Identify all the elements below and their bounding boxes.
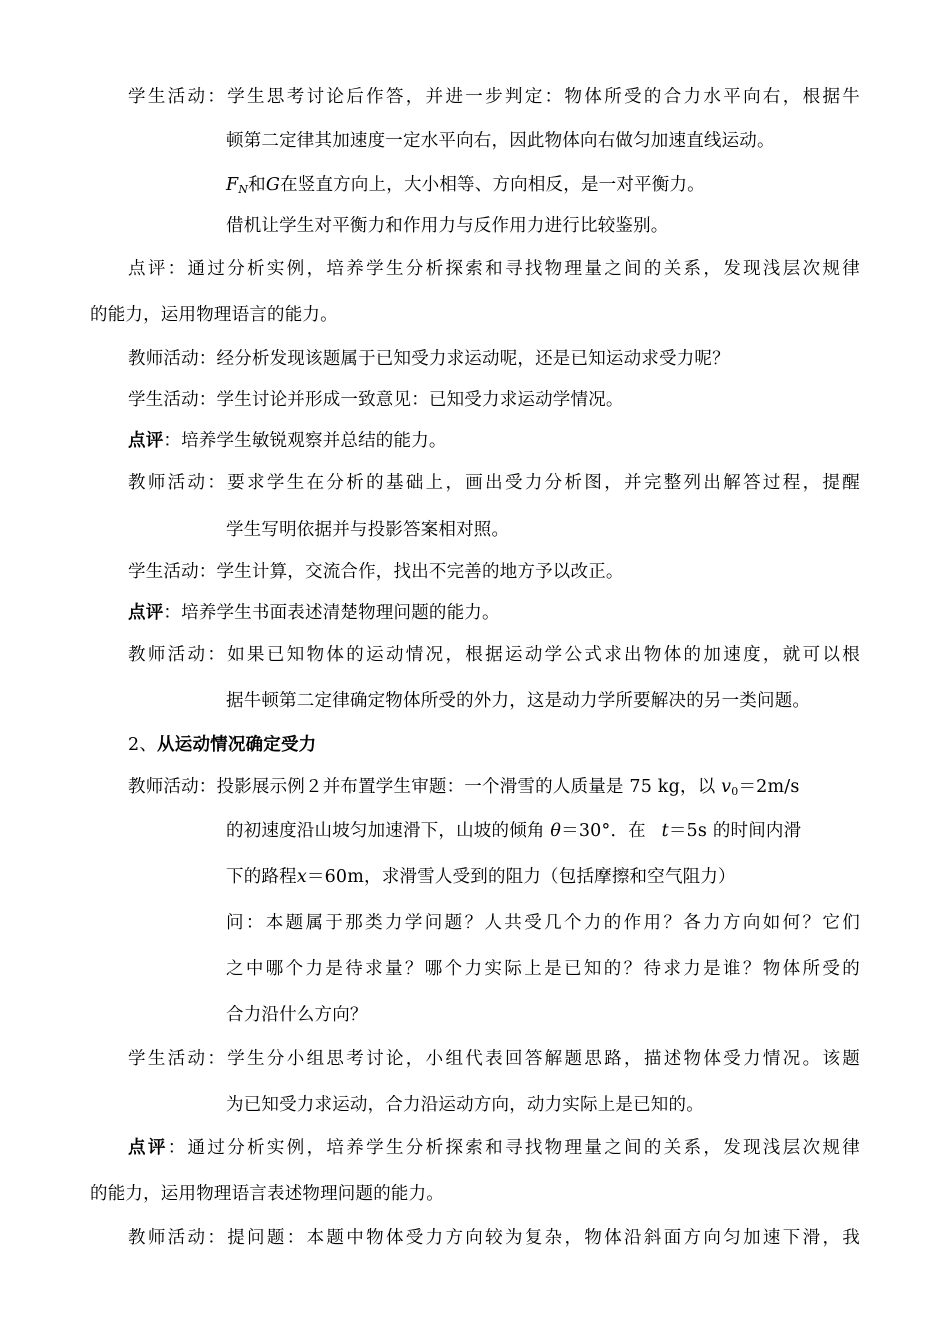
section-title: 从运动情况确定受力 — [157, 735, 317, 755]
paragraph-line — [128, 600, 500, 626]
section-number: 2、 — [128, 735, 158, 755]
paragraph-line: 学生活动：学生思考讨论后作答，并进一步判定：物体所受的合力水平向右，根据牛 — [128, 87, 860, 107]
text-run: ：培养学生敏锐观察并总结的能力。 — [163, 431, 447, 451]
symbol-G: G — [265, 175, 281, 195]
text-run: ：通过分析实例，培养学生分析探索和寻找物理量之间的关系，发现浅层次规律 — [167, 1138, 860, 1158]
text-run: 的初速度沿山坡匀加速滑下，山坡的倾角 — [226, 821, 545, 841]
symbol-F: F — [226, 175, 239, 195]
symbol-t: t — [661, 821, 669, 841]
text-run: 教师活动：投影展示例２并布置学生审题：一个滑雪的人质量是 75 kg，以 — [128, 777, 716, 797]
paragraph-line: 教师活动：提问题：本题中物体受力方向较为复杂，物体沿斜面方向匀加速下滑，我 — [128, 1228, 860, 1248]
paragraph-line: 合力沿什么方向？ — [226, 1005, 368, 1025]
subscript-N: N — [238, 183, 249, 196]
paragraph-line: 教师活动：要求学生在分析的基础上，画出受力分析图，并完整列出解答过程，提醒 — [128, 473, 860, 493]
paragraph-line — [226, 864, 736, 890]
symbol-theta: θ — [550, 821, 562, 841]
text-run: ＝60m，求滑雪人受到的阻力（包括摩擦和空气阻力） — [306, 867, 736, 887]
symbol-x: x — [296, 867, 307, 887]
paragraph-line: 学生活动：学生分小组思考讨论，小组代表回答解题思路，描述物体受力情况。该题 — [128, 1049, 860, 1069]
text-run: ＝2m/s — [738, 777, 800, 797]
paragraph-line — [226, 818, 801, 844]
section-heading — [128, 732, 316, 758]
paragraph-line — [128, 428, 447, 454]
paragraph-line: 顿第二定律其加速度一定水平向右，因此物体向右做匀加速直线运动。 — [226, 131, 775, 151]
paragraph-line: 的能力，运用物理语言的能力。 — [90, 305, 338, 325]
comment-label: 点评 — [128, 431, 164, 451]
paragraph-line: 教师活动：经分析发现该题属于已知受力求运动呢，还是已知运动求受力呢？ — [128, 349, 730, 369]
text-run: 下的路程 — [226, 867, 297, 887]
text-run: ＝30°．在 — [561, 821, 646, 841]
paragraph-line: 问：本题属于那类力学问题？人共受几个力的作用？各力方向如何？它们 — [226, 913, 860, 933]
paragraph-line: 学生写明依据并与投影答案相对照。 — [226, 520, 510, 540]
paragraph-line: 点评：通过分析实例，培养学生分析探索和寻找物理量之间的关系，发现浅层次规律 — [128, 259, 860, 279]
subscript-0: 0 — [731, 785, 739, 798]
paragraph-line: 为已知受力求运动，合力沿运动方向，动力实际上是已知的。 — [226, 1095, 704, 1115]
text-run: ：培养学生书面表述清楚物理问题的能力。 — [163, 603, 500, 623]
paragraph-line: 学生活动：学生计算，交流合作，找出不完善的地方予以改正。 — [128, 562, 624, 582]
text-run: 在竖直方向上，大小相等、方向相反，是一对平衡力。 — [280, 175, 705, 195]
paragraph-line: 据牛顿第二定律确定物体所受的外力，这是动力学所要解决的另一类问题。 — [226, 691, 811, 711]
comment-label: 点评 — [128, 603, 164, 623]
paragraph-line: 的能力，运用物理语言表述物理问题的能力。 — [90, 1184, 444, 1204]
paragraph-line: 之中哪个力是待求量？哪个力实际上是已知的？待求力是谁？物体所受的 — [226, 959, 860, 979]
paragraph-line — [226, 172, 705, 198]
paragraph-line: 学生活动：学生讨论并形成一致意见：已知受力求运动学情况。 — [128, 390, 624, 410]
paragraph-line: 借机让学生对平衡力和作用力与反作用力进行比较鉴别。 — [226, 216, 669, 236]
paragraph-line — [128, 774, 800, 800]
text-run: 和 — [248, 175, 266, 195]
paragraph-line — [128, 1135, 860, 1161]
comment-label: 点评 — [128, 1138, 168, 1158]
paragraph-line: 教师活动：如果已知物体的运动情况，根据运动学公式求出物体的加速度，就可以根 — [128, 645, 860, 665]
text-run: ＝5s 的时间内滑 — [668, 821, 802, 841]
symbol-v: v — [721, 777, 732, 797]
